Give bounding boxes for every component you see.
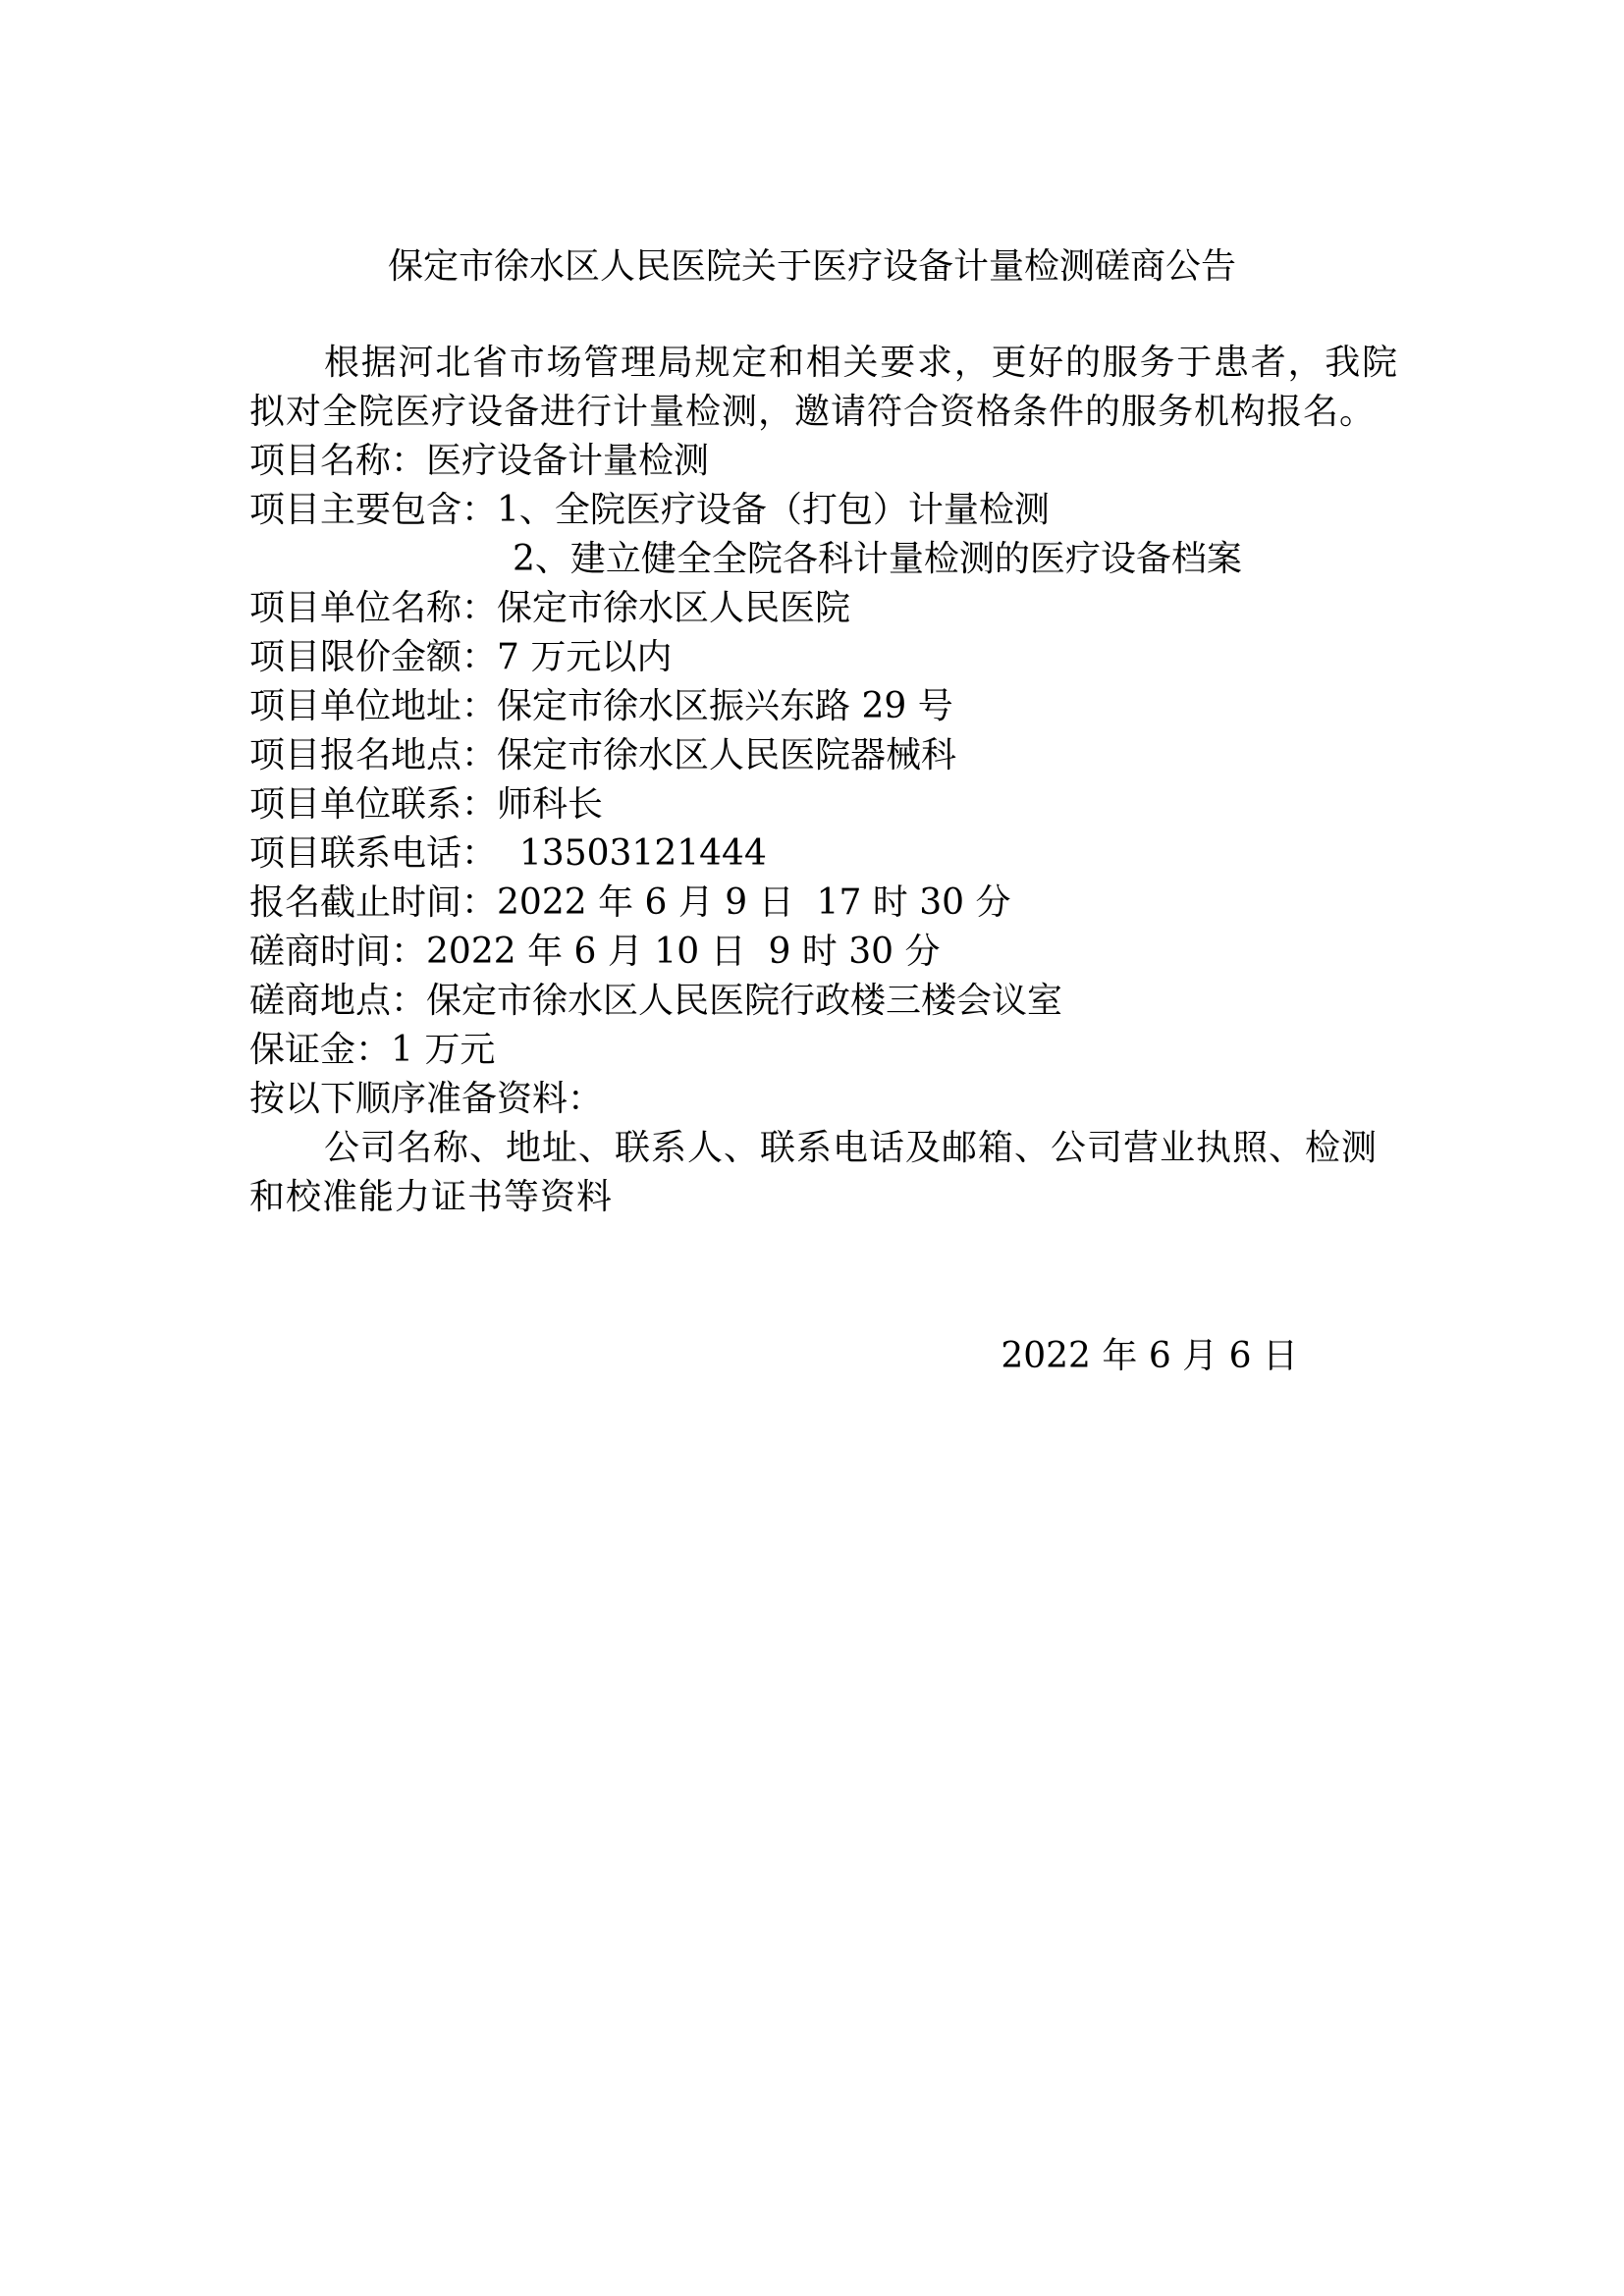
item-value: 1、全院医疗设备（打包）计量检测 — [497, 490, 1050, 530]
item-consultation-place — [249, 977, 1398, 1026]
item-unit-name — [249, 584, 1398, 633]
item-label: 按以下顺序准备资料： — [249, 1079, 604, 1119]
intro-paragraph: 根据河北省市场管理局规定和相关要求，更好的服务于患者，我院拟对全院医疗设备进行计量检测，邀请符合资格条件的服务机构报名。 — [249, 343, 1398, 432]
item-value: 1 万元 — [391, 1030, 496, 1070]
item-label: 项目单位联系： — [249, 784, 498, 825]
item-project-name — [249, 437, 1398, 486]
item-value: 保定市徐水区人民医院 — [497, 588, 851, 628]
item-value: 保定市徐水区人民医院行政楼三楼会议室 — [426, 981, 1063, 1021]
item-consultation-time — [249, 928, 1398, 977]
item-registration-deadline — [249, 879, 1398, 928]
item-value: 2、建立健全全院各科计量检测的医疗设备档案 — [513, 539, 1242, 579]
page-title: 保定市徐水区人民医院关于医疗设备计量检测磋商公告 — [387, 246, 1236, 287]
signature-date: 2022 年 6 月 6 日 — [1001, 1336, 1298, 1376]
item-value: 7 万元以内 — [497, 637, 673, 677]
item-materials-heading — [249, 1075, 1398, 1124]
item-value: 保定市徐水区振兴东路 29 号 — [497, 686, 953, 726]
item-label: 保证金： — [249, 1030, 392, 1070]
item-value: 2022 年 6 月 10 日 9 时 30 分 — [426, 932, 941, 972]
item-project-scope — [249, 486, 1398, 535]
item-label: 项目名称： — [249, 441, 427, 481]
item-label: 项目联系电话： — [249, 833, 498, 874]
item-label: 报名截止时间： — [249, 882, 498, 923]
document-body — [249, 339, 1398, 1222]
item-value: 2022 年 6 月 9 日 17 时 30 分 — [497, 882, 1011, 923]
item-label: 项目单位地址： — [249, 686, 498, 726]
item-deposit — [249, 1026, 1398, 1075]
item-contact-phone — [249, 829, 1398, 879]
item-price-limit — [249, 633, 1398, 682]
item-value: 保定市徐水区人民医院器械科 — [497, 735, 957, 775]
item-unit-address — [249, 682, 1398, 731]
item-value: 师科长 — [497, 784, 604, 825]
item-registration-place — [249, 731, 1398, 780]
item-project-scope-2 — [249, 535, 1398, 584]
item-label: 项目主要包含： — [249, 490, 498, 530]
item-label: 项目单位名称： — [249, 588, 498, 628]
item-value: 13503121444 — [497, 833, 767, 874]
item-label: 项目报名地点： — [249, 735, 498, 775]
item-label: 磋商时间： — [249, 932, 427, 972]
item-contact-person — [249, 780, 1398, 829]
materials-paragraph: 公司名称、地址、联系人、联系电话及邮箱、公司营业执照、检测和校准能力证书等资料 — [249, 1128, 1379, 1217]
item-label: 磋商地点： — [249, 981, 427, 1021]
item-value: 医疗设备计量检测 — [426, 441, 710, 481]
item-label: 项目限价金额： — [249, 637, 498, 677]
